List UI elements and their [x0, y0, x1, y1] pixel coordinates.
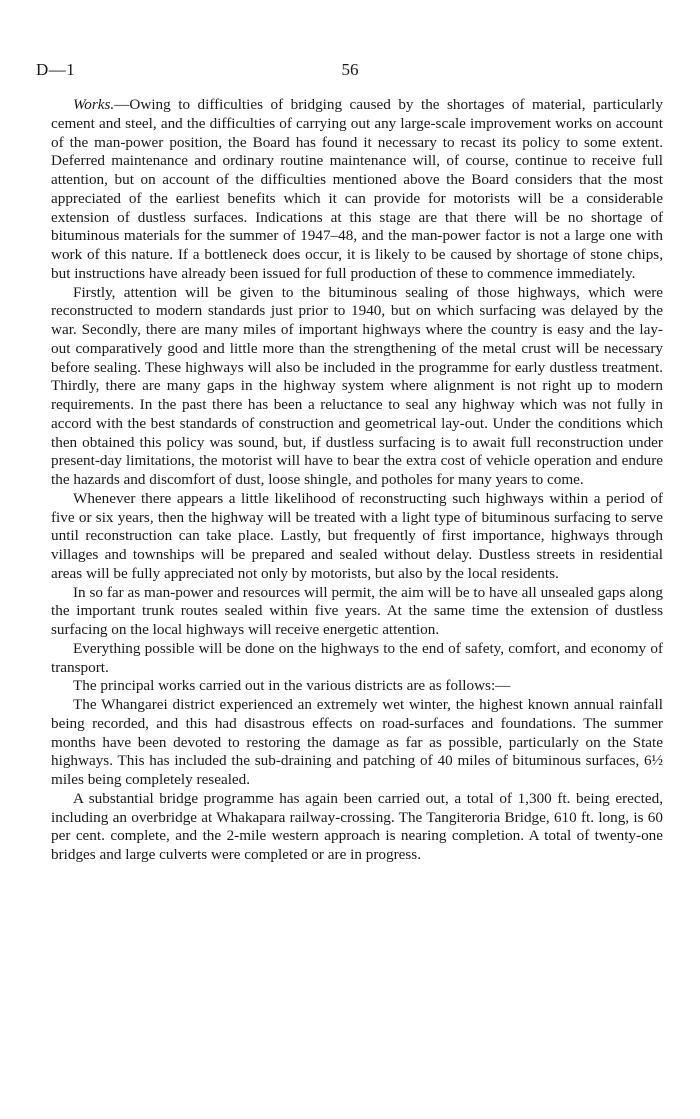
paragraph: Firstly, attention will be given to the bituminous sealing of those highways, which were reconstructed to modern standards just prior to 1940, but on which surfacing was delayed by the war. Secondly, there are many miles of important highways where the country is easy and the lay-out comparatively good and little more than the strengthening of the metal crust will be necessary before sealing. These highways will also be included in the programme for early dustless treatment. Thirdly, there are many gaps in the highway system where alignment is not right up to modern requirements. In the past there has been a reluctance to seal any highway which was not fully in accord with the best standards of construction and geometrical lay-out. Under the conditions which then obtained this policy was sound, but, if dustless surfacing is to await full reconstruction under present-day limitations, the motorist will have to bear the extra cost of vehicle operation and endure the hazards and discomfort of dust, loose shingle, and potholes for many years to come. — [51, 283, 663, 488]
paragraph: A substantial bridge programme has again been carried out, a total of 1,300 ft. being erected, including an overbridge at Whakapara railway-crossing. The Tangiteroria Bridge, 610 ft. long, is 60 per cent. complete, and the 2-mile western approach is nearing completion. A total of twenty-one bridges and large culverts were completed or are in progress. — [51, 789, 663, 863]
paragraph: Everything possible will be done on the highways to the end of safety, comfort, and economy of transport. — [51, 639, 663, 676]
page-header — [36, 60, 664, 84]
paragraph: In so far as man-power and resources will permit, the aim will be to have all unsealed gaps along the important trunk routes sealed within five years. At the same time the extension of dustless surfacing on the local highways will receive energetic attention. — [51, 583, 663, 638]
run-in-heading: Works. — [73, 96, 115, 113]
document-code: D—1 — [36, 60, 76, 79]
body-text — [51, 96, 663, 865]
paragraph-text: —Owing to difficulties of bridging caused by the shortages of material, particularly cement and steel, and the difficulties of carrying out any large-scale improvement works on account of the man-power position, the Board has found it necessary to recast its policy to some extent. Deferred maintenance and ordinary routine maintenance will, of course, continue to receive full attention, but on account of the difficulties mentioned above the Board considers that the most appreciated of the earliest benefits which it can provide for motorists will be a considerable extension of dustless surfaces. Indications at this stage are that there will be no shortage of bituminous materials for the summer of 1947–48, and the man-power factor is not a large one with work of this nature. If a bottleneck does occur, it is likely to be caused by shortage of stone chips, but instructions have already been issued for full production of these to commence immediately. — [51, 96, 663, 282]
paragraph: The principal works carried out in the various districts are as follows:— — [73, 677, 511, 695]
paragraph-works — [51, 96, 663, 284]
paragraph: The Whangarei district experienced an extremely wet winter, the highest known annual rainfall being recorded, and this had disastrous effects on road-surfaces and foundations. The summer months have been devoted to restoring the damage as far as possible, particularly on the State highways. This has included the sub-draining and patching of 40 miles of bituminous surfaces, 6½ miles being completely resealed. — [51, 696, 663, 788]
paragraph: Whenever there appears a little likelihood of reconstructing such highways within a period of five or six years, then the highway will be treated with a light type of bituminous surfacing to serve until reconstruction can take place. Lastly, but frequently of first importance, highways through villages and townships will be prepared and sealed without delay. Dustless streets in residential areas will be fully appreciated not only by motorists, but also by the local residents. — [51, 489, 663, 582]
page-number: 56 — [341, 60, 359, 79]
